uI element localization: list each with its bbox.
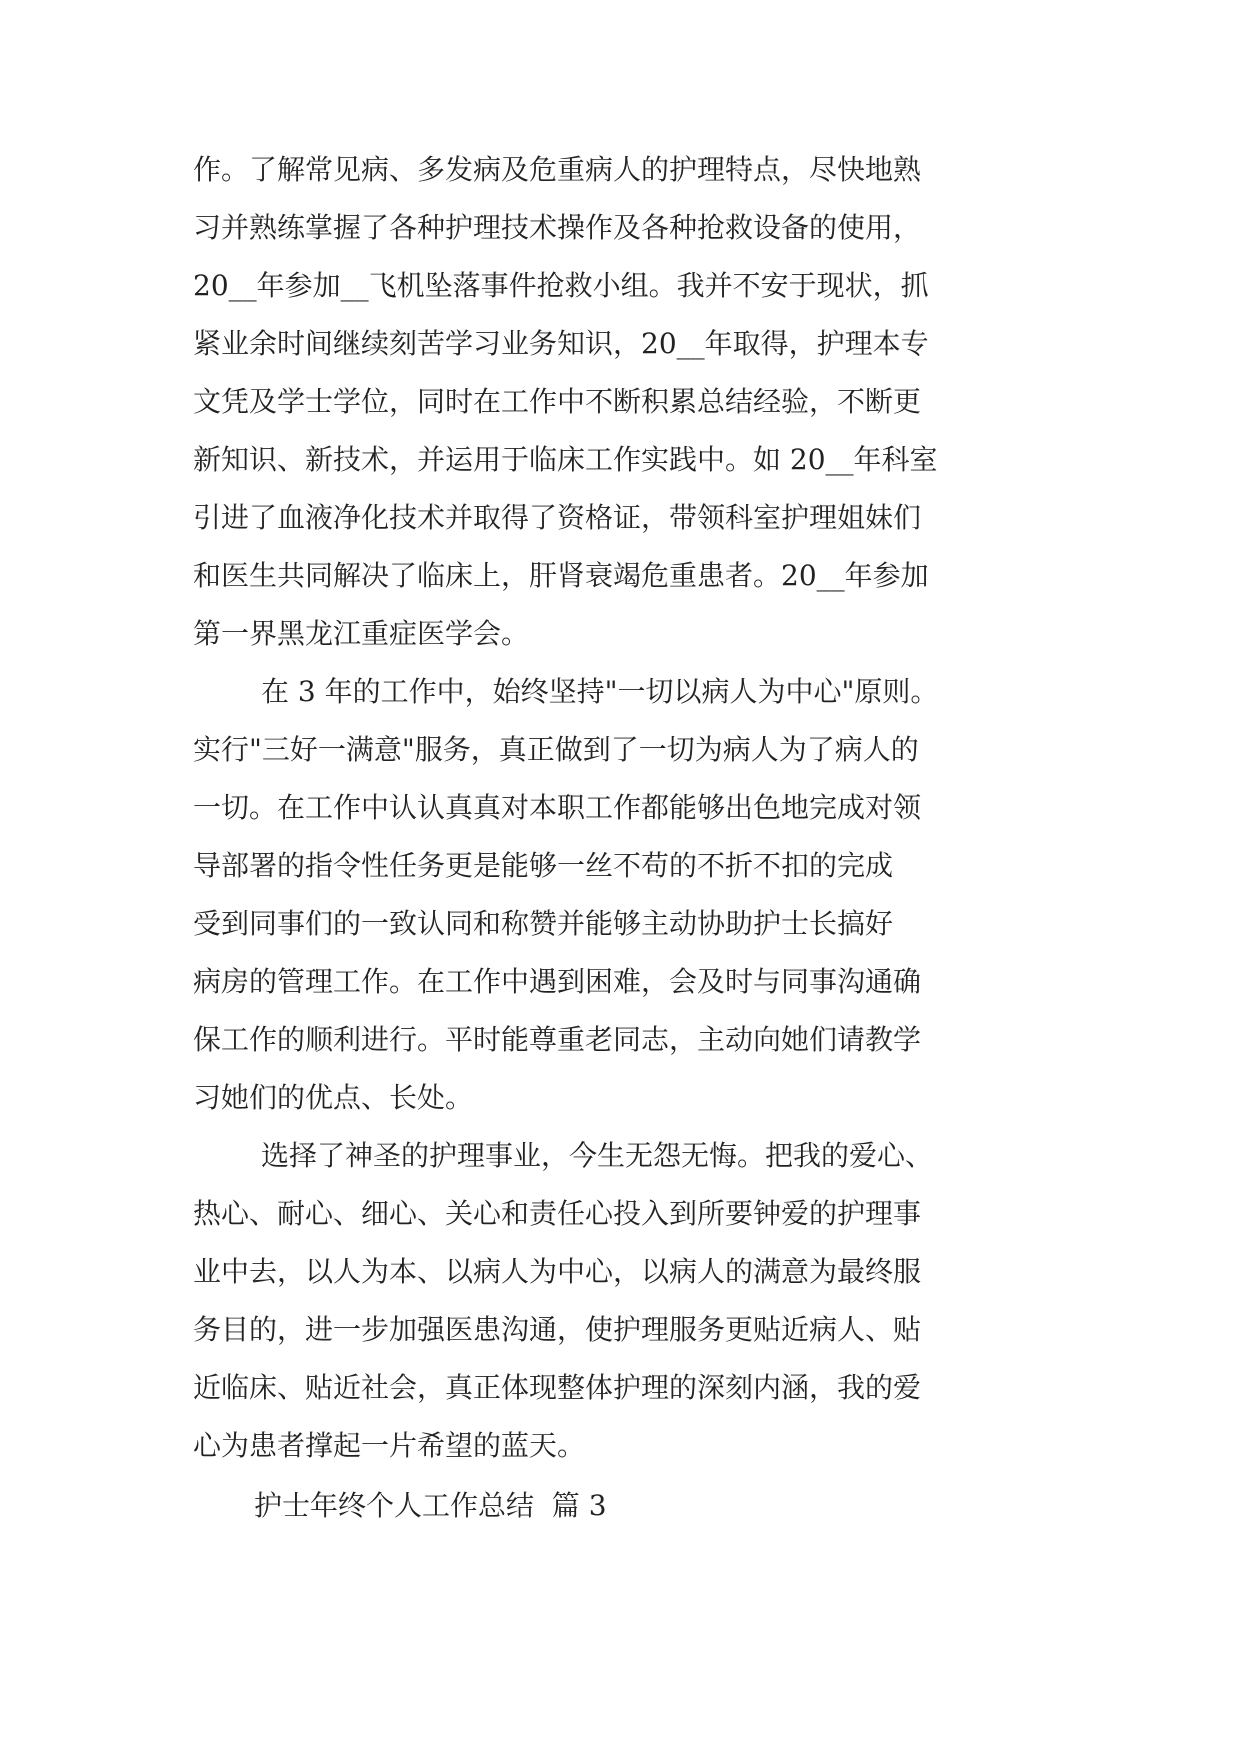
body-text-line: 习她们的优点、长处。: [193, 1081, 474, 1114]
body-text-line: 紧业余时间继续刻苦学习业务知识，20__年取得，护理本专: [193, 327, 929, 360]
body-text-line: 务目的，进一步加强医患沟通，使护理服务更贴近病人、贴: [193, 1313, 922, 1346]
paragraph-first-line: 选择了神圣的护理事业，今生无怨无悔。把我的爱心、: [261, 1139, 934, 1172]
body-text-line: 20__年参加__飞机坠落事件抢救小组。我并不安于现状，抓: [193, 269, 929, 302]
body-text-line: 习并熟练掌握了各种护理技术操作及各种抢救设备的使用，: [193, 211, 922, 244]
body-text-line: 受到同事们的一致认同和称赞并能够主动协助护士长搞好: [193, 907, 894, 940]
body-text-line: 第一界黑龙江重症医学会。: [193, 617, 530, 650]
body-text-line: 热心、耐心、细心、关心和责任心投入到所要钟爱的护理事: [193, 1197, 922, 1230]
body-text-line: 作。了解常见病、多发病及危重病人的护理特点，尽快地熟: [193, 153, 922, 186]
body-text-line: 心为患者撑起一片希望的蓝天。: [193, 1429, 586, 1462]
paragraph-first-line: 在 3 年的工作中，始终坚持"一切以病人为中心"原则。: [261, 675, 939, 708]
body-text-line: 和医生共同解决了临床上，肝肾衰竭危重患者。20__年参加: [193, 559, 929, 592]
body-text-line: 实行"三好一满意"服务，真正做到了一切为病人为了病人的: [193, 733, 919, 766]
body-text-line: 病房的管理工作。在工作中遇到困难，会及时与同事沟通确: [193, 965, 922, 998]
body-text-line: 新知识、新技术，并运用于临床工作实践中。如 20__年科室: [193, 443, 938, 476]
body-text-line: 导部署的指令性任务更是能够一丝不苟的不折不扣的完成: [193, 849, 894, 882]
body-text-line: 业中去，以人为本、以病人为中心，以病人的满意为最终服: [193, 1255, 922, 1288]
body-text-line: 一切。在工作中认认真真对本职工作都能够出色地完成对领: [193, 791, 922, 824]
body-text-line: 文凭及学士学位，同时在工作中不断积累总结经验，不断更: [193, 385, 922, 418]
body-text-line: 近临床、贴近社会，真正体现整体护理的深刻内涵，我的爱: [193, 1371, 922, 1404]
body-text-line: 保工作的顺利进行。平时能尊重老同志，主动向她们请教学: [193, 1023, 922, 1056]
body-text-line: 引进了血液净化技术并取得了资格证，带领科室护理姐妹们: [193, 501, 922, 534]
section-heading: 护士年终个人工作总结 篇 3: [254, 1489, 607, 1522]
